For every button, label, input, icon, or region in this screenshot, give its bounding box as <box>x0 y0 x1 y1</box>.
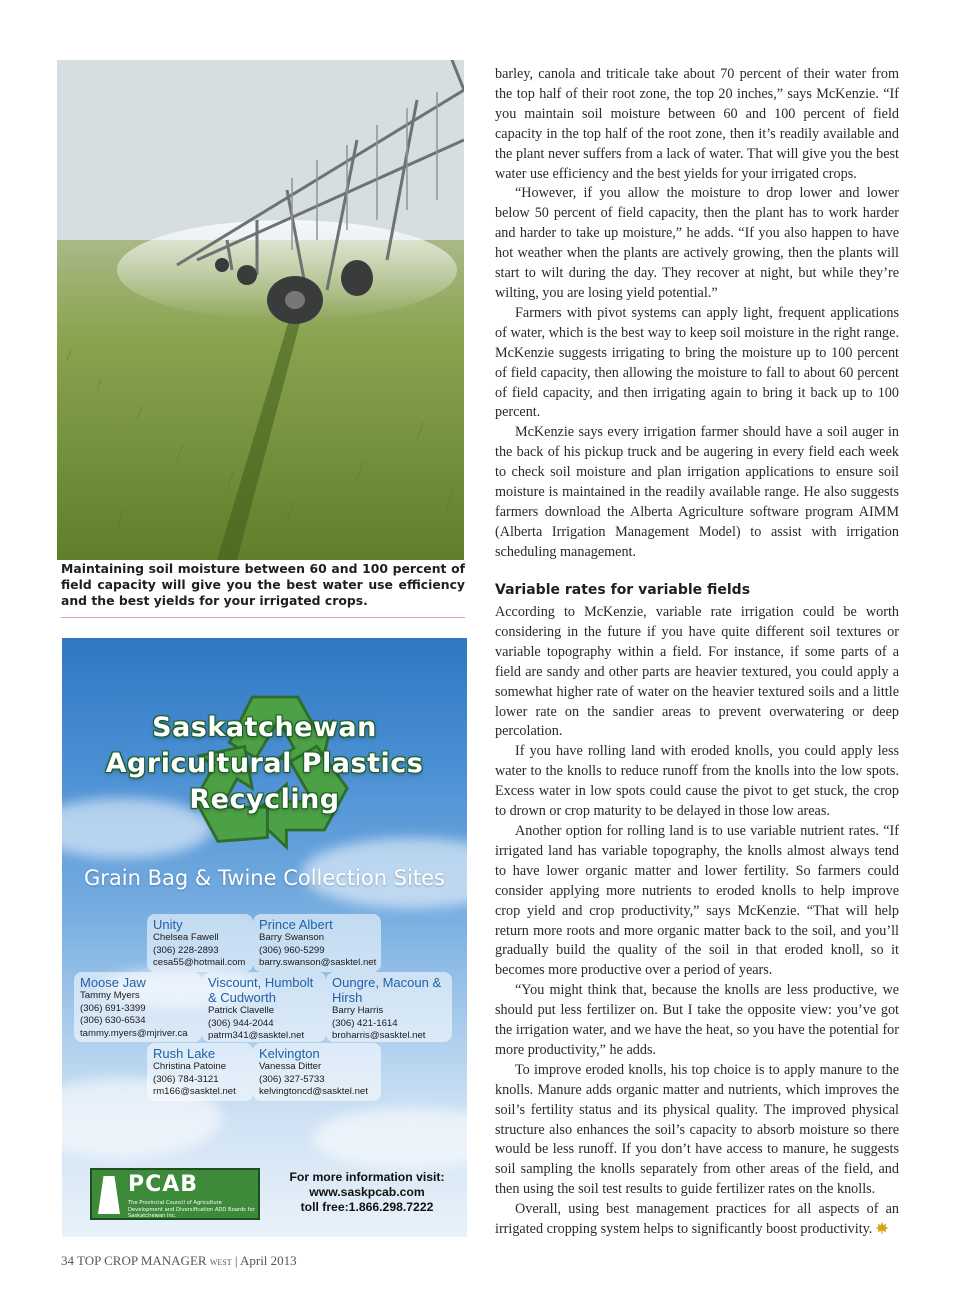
page-number: 34 <box>61 1253 74 1268</box>
photo-caption: Maintaining soil moisture between 60 and 100 percent of field capacity will give you the best water use efficiency and the best yields for your irrigated crops. <box>61 561 465 608</box>
pcab-description: The Provincial Council of Agriculture Development and Diversification ADD Boards for Saskatchewan Inc. <box>128 1200 255 1219</box>
more-info-website: www.saskpcab.com <box>309 1185 425 1199</box>
site-phone: (306) 421-1614 <box>332 1017 398 1029</box>
site-contact: Chelsea Fawell <box>153 932 219 943</box>
site-name: Unity <box>153 917 183 932</box>
site-phone: (306) 691-3399 <box>80 1002 146 1014</box>
site-contact: Patrick Clavelle <box>208 1005 275 1016</box>
ad-subtitle: Grain Bag & Twine Collection Sites <box>84 866 445 890</box>
article-paragraph-last <box>495 1200 899 1240</box>
more-info <box>272 1170 462 1215</box>
irrigation-photo <box>57 60 464 560</box>
page-footer <box>61 1253 297 1269</box>
site-name: Viscount, Humbolt & Cudworth <box>208 975 314 1005</box>
site-name: Moose Jaw <box>80 975 146 990</box>
site-email: cesa55@hotmail.com <box>153 957 246 969</box>
site-email: patrm341@sasktel.net <box>208 1030 305 1042</box>
article-closing-text: Overall, using best management practices for all aspects of an irrigated cropping system helps to significantly boost productivity. <box>495 1201 899 1238</box>
site-name: Oungre, Macoun & Hirsh <box>332 975 442 1005</box>
site-card-unity <box>147 914 253 972</box>
site-contact: Christina Patoine <box>153 1061 227 1072</box>
site-name: Prince Albert <box>259 917 333 932</box>
more-info-phone: toll free:1.866.298.7222 <box>300 1200 434 1214</box>
site-contact: Barry Swanson <box>259 932 325 943</box>
issue-date: | April 2013 <box>234 1253 297 1268</box>
site-card-oungre <box>326 972 452 1042</box>
magazine-name: TOP CROP MANAGER <box>77 1253 207 1268</box>
site-email: barry.swanson@sasktel.net <box>259 957 377 969</box>
site-name: Kelvington <box>259 1046 320 1061</box>
site-card-viscount <box>202 972 326 1042</box>
pcab-mark-icon <box>98 1176 120 1214</box>
site-name: Rush Lake <box>153 1046 216 1061</box>
site-email: rm166@sasktel.net <box>153 1086 236 1098</box>
article-paragraph: To improve eroded knolls, his top choice is to apply manure to the knolls. Manure adds organic matter and nutrients, which improves the soil’s fertility status and its physical quality. The improved physical structure also enhances the soil’s capacity to absorb moisture so there would be less runoff. If you don’t have access to manure, he suggests soil sampling the knolls separately from other areas of the field, and then using the soil test results to guide fertilizer rates on the knolls. <box>495 1061 899 1198</box>
site-phone: (306) 630-6534 <box>80 1015 146 1027</box>
article-paragraph: barley, canola and triticale take about 70 percent of their water from the top half of their root zone, the top 20 inches,” says McKenzie. “If you maintain soil moisture between 60 and 100 percent of field capacity in the top half of the root zone, then it’s readily available and the plant never suffers from a lack of water. That will give you the best water use efficiency and the best yields for your irrigated crops. <box>495 66 899 182</box>
site-phone: (306) 327-5733 <box>259 1073 325 1085</box>
site-phone: (306) 944-2044 <box>208 1017 274 1029</box>
article-paragraph: McKenzie says every irrigation farmer should have a soil auger in the back of his pickup truck and be augering in every field each week to check soil moisture and plan irrigation applications to ensure soil moisture is maintained in the readily available range. He also suggests farmers download the Alberta Agriculture software program AIMM (Alberta Irrigation Management Model) to assist with irrigation scheduling management. <box>495 424 899 560</box>
article-paragraph: “You might think that, because the knolls are less productive, we should put less fertilizer on. But I take the opposite view: you’ve got the irrigation water, and we have the heat, so you have the potential for more productivity,” he adds. <box>495 982 899 1058</box>
ad-title-line-3: Recycling <box>189 784 340 815</box>
site-card-prince-albert <box>253 914 381 972</box>
article-paragraph: Another option for rolling land is to use variable nutrient rates. “If irrigated land has variable topography, the knolls almost always tend to have lower organic matter and lower fertility. So farmers could consider applying more nutrients to eroded knolls to help improve crop yield and crop productivity,” says McKenzie. “That will help return more roots and more organic matter back to the soil, and you’ll gradually build the quality of the soil in that eroded knoll, so it becomes more productive over a period of years. <box>495 822 899 979</box>
site-contact: Vanessa Ditter <box>259 1061 322 1072</box>
ad-title-line-2: Agricultural Plastics <box>105 748 424 779</box>
recycling-advertisement <box>62 638 467 1237</box>
caption-divider <box>61 617 465 618</box>
section-heading: Variable rates for variable fields <box>495 582 751 598</box>
site-email: broharris@sasktel.net <box>332 1030 426 1042</box>
article-paragraph: If you have rolling land with eroded knolls, you could apply less water to the knolls to reduce runoff from the knolls into the low spots. Excess water in low spots could cause the pivot to get stuck, the crop to drown or crop maturity to be delayed in those low areas. <box>495 743 899 820</box>
magazine-edition: west <box>209 1256 232 1268</box>
ad-title-line-1: Saskatchewan <box>152 712 377 743</box>
article-paragraph: “However, if you allow the moisture to drop lower and lower below 50 percent of field capacity, then the plant has to work harder and harder to take up moisture,” he adds. “If you also happen to have hot weather when the plants are actively growing, then the plants will start to wilt during the day. They recover at night, but while they’re wilting, you are losing yield potential.” <box>495 185 899 301</box>
pcab-logo <box>90 1168 260 1220</box>
site-card-kelvington <box>253 1043 381 1101</box>
article-paragraph: According to McKenzie, variable rate irrigation could be worth considering in the future if you have quite different soil textures or variable topography within a field. For instance, if some parts of a field are sandy and other parts are heavier textured, you could apply a somewhat higher rate of water on the heavier textured soils and a little lower rate on the sandier areas to prevent overwatering or deep percolation. <box>495 604 899 740</box>
article-column-top <box>495 65 899 563</box>
site-email: tammy.myers@mjriver.ca <box>80 1027 188 1039</box>
article-column-bottom <box>495 603 899 1240</box>
site-card-rush-lake <box>147 1043 253 1101</box>
pcab-name: PCAB <box>128 1172 199 1197</box>
site-contact: Barry Harris <box>332 1005 384 1016</box>
site-phone: (306) 228-2893 <box>153 944 219 956</box>
site-phone: (306) 784-3121 <box>153 1073 219 1085</box>
maple-leaf-icon <box>875 1221 889 1235</box>
site-email: kelvingtoncd@sasktel.net <box>259 1086 368 1098</box>
site-phone: (306) 960-5299 <box>259 944 325 956</box>
more-info-line: For more information visit: <box>289 1170 445 1184</box>
site-card-moose-jaw <box>74 972 202 1042</box>
article-paragraph: Farmers with pivot systems can apply light, frequent applications of water, which is the best way to keep soil moisture in the right range. McKenzie suggests irrigating to bring the moisture up to 100 percent of field capacity, then allowing the moisture to fall to about 60 percent of field capacity, and then irrigating again to bring it back up to 100 percent. <box>495 304 899 421</box>
site-contact: Tammy Myers <box>80 990 140 1001</box>
